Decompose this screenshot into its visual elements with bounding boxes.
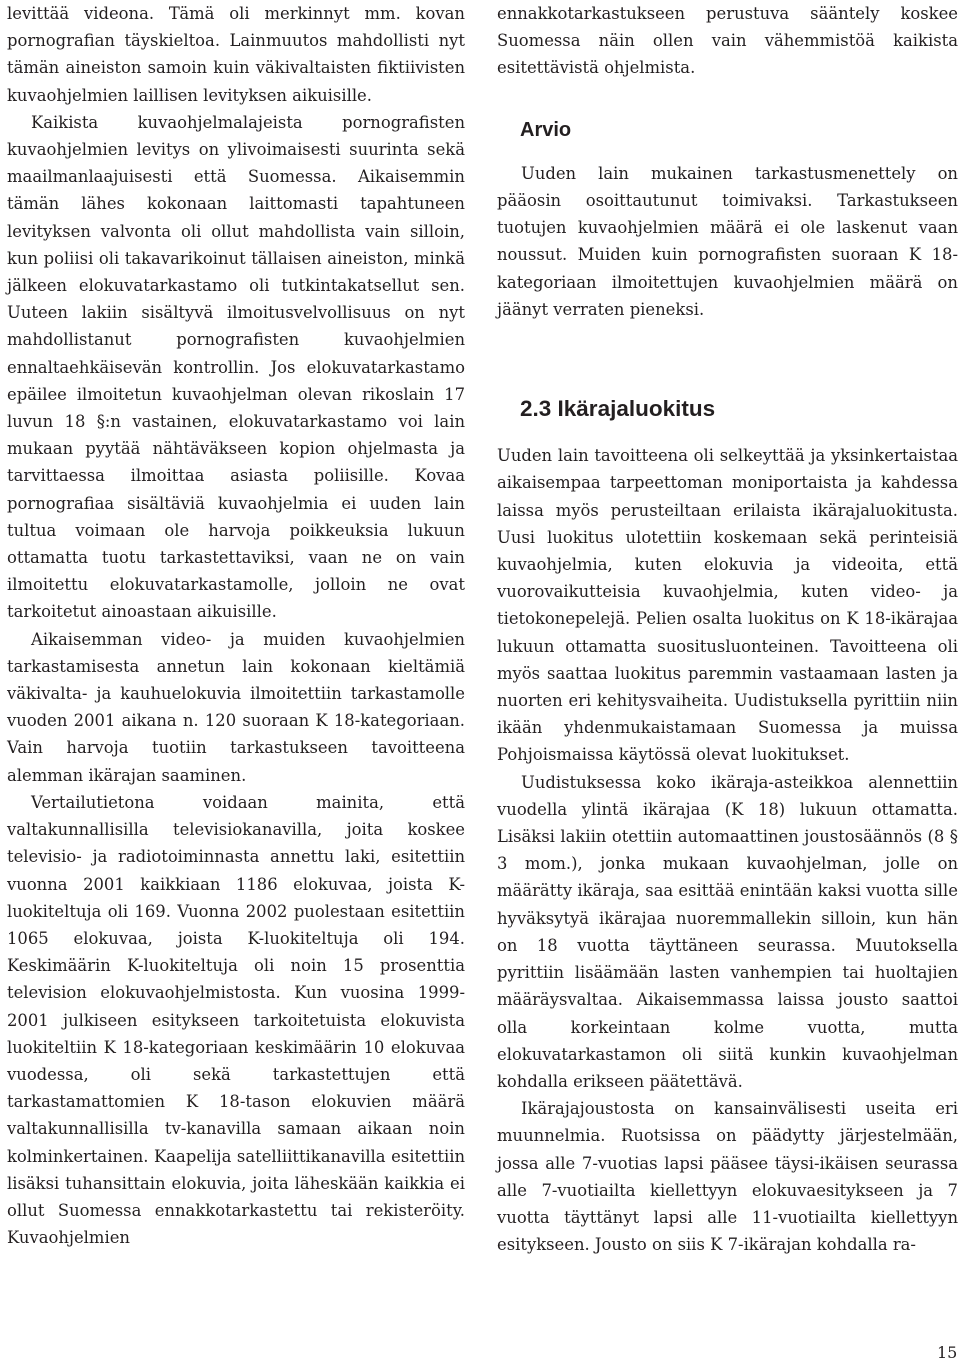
body-paragraph: Kaikista kuvaohjelmalajeista pornografisten kuvaohjelmien levitys on ylivoimaisesti suurinta sekä maailmanlaajuisesti että Suomessa. Aikaisemmin tämän lähes kokonaan laittomasti tapahtuneen levityksen valvonta oli ollut mahdollista vain silloin, kun poliisi oli takavarikoinut tällaisen aineiston, minkä jälkeen elokuvatarkastamo oli tutkintakatsellut sen. Uuteen lakiin sisältyvä ilmoitusvelvollisuus on nyt mahdollistanut pornografisten kuvaohjelmien ennaltaehkäisevän kontrollin. Jos elokuvatarkastamo epäilee ilmoitetun kuvaohjelman olevan rikoslain 17 luvun 18 §:n vastainen, elokuvatarkastamo voi lain mukaan pyytää nähtäväkseen kopion ohjelmasta ja tarvittaessa ilmoittaa asiasta poliisille. Kovaa pornografiaa sisältäviä kuvaohjelmia ei uuden lain tultua voimaan ole harvoja poikkeuksia lukuun ottamatta tuotu tarkastettaviksi, vaan ne on vain ilmoitettu elokuvatarkastamolle, jolloin ne ovat tarkoitetut ainoastaan aikuisille. xyxy=(7,112,465,622)
page-number: 15 xyxy=(937,1343,958,1362)
body-paragraph: Ikärajajoustosta on kansainvälisesti useita eri muunnelmia. Ruotsissa on päädytty järjestelmään, jossa alle 7-vuotias lapsi pääsee täysi-ikäisen seurassa alle 7-vuotiailta kiellettyyn elokuvaesitykseen ja 7 vuotta täyttänyt lapsi alle 11-vuotiailta kiellettyyn esitykseen. Jousto on siis K 7-ikärajan kohdalla ra- xyxy=(497,1099,958,1255)
body-paragraph: Uuden lain mukainen tarkastusmenettely on pääosin osoittautunut toimivaksi. Tarkastukseen tuotujen kuvaohjelmien määrä ei ole laskenut vaan noussut. Muiden kuin pornografisten suoraan K 18-kategoriaan ilmoitettujen kuvaohjelmien määrä on jäänyt verraten pieneksi. xyxy=(497,163,958,319)
section-heading-ikarajaluokitus: 2.3 Ikärajaluokitus xyxy=(520,396,716,422)
body-paragraph: ennakkotarkastukseen perustuva sääntely koskee Suomessa näin ollen vain vähemmistöä kaikista esitettävistä ohjelmista. xyxy=(497,4,958,78)
body-paragraph: Uuden lain tavoitteena oli selkeyttää ja yksinkertaistaa aikaisempaa tarpeettoman moniportaista ja kahdessa laissa myös perusteiltaan erilaista ikärajaluokitusta. Uusi luokitus ulotettiin koskemaan sekä perinteisiä kuvaohjelmia, kuten elokuvia ja videoita, että vuorovaikutteisia kuvaohjelmia, kuten video- ja tietokonepelejä. Pelien osalta luokitus on K 18-ikärajaa lukuun ottamatta suositusluonteinen. Tavoitteena oli myös saattaa luokitus paremmin vastaamaan lasten ja nuorten eri kehitysvaiheita. Uudistuksella pyrittiin niin ikään yhdenmukaistamaan Suomessa ja muissa Pohjoismaissa käytössä olevat luokitukset. xyxy=(497,446,958,765)
body-paragraph: Aikaisemman video- ja muiden kuvaohjelmien tarkastamisesta annetun lain kokonaan kieltämiä väkivalta- ja kauhuelokuvia ilmoitettiin tarkastamolle vuoden 2001 aikana n. 120 suoraan K 18-kategoriaan. Vain harvoja tuotiin tarkastukseen tavoitteena alemman ikärajan saaminen. xyxy=(7,629,465,785)
body-paragraph: Uudistuksessa koko ikäraja-asteikkoa alennettiin vuodella ylintä ikärajaa (K 18) lukuun ottamatta. Lisäksi lakiin otettiin automaattinen joustosäännös (8 § 3 mom.), jonka mukaan kuvaohjelman, jolle on määrätty ikäraja, saa esittää enintään kaksi vuotta sille hyväksytyä ikärajaa nuoremmallekin silloin, kun hän on 18 vuotta täyttäneen seurassa. Muutoksella pyrittiin lisäämään lasten vanhempien tai huoltajien määräysvaltaa. Aikaisemmassa laissa jousto saattoi olla korkeintaan kolme vuotta, mutta elokuvatarkastamon oli siitä kunkin kuvaohjelman kohdalla erikseen päätettävä. xyxy=(497,772,958,1091)
body-paragraph: levittää videona. Tämä oli merkinnyt mm. kovan pornografian täyskieltoa. Lainmuutos mahdollisti nyt tämän aineiston samoin kuin väkivaltaisten fiktiivisten kuvaohjelmien laillisen levityksen aikuisille. xyxy=(7,4,465,105)
left-column xyxy=(7,0,465,1251)
section-heading-arvio: Arvio xyxy=(520,118,572,141)
body-paragraph: Vertailutietona voidaan mainita, että valtakunnallisilla televisiokanavilla, joita koskee televisio- ja radiotoiminnasta annettu laki, esitettiin vuonna 2001 kaikkiaan 1186 elokuvaa, joista K-luokiteltuja oli 169. Vuonna 2002 puolestaan esitettiin 1065 elokuvaa, joista K-luokiteltuja oli 194. Keskimäärin K-luokiteltuja oli noin 15 prosenttia television elokuvaohjelmistosta. Kun vuosina 1999-2001 julkiseen esitykseen tarkoitetuista elokuvista luokiteltiin K 18-kategoriaan keskimäärin 10 elokuvaa vuodessa, oli sekä tarkastettujen että tarkastamattomien K 18-tason elokuvien määrä valtakunnallisilla tv-kanavilla samaan aikaan noin kolminkertainen. Kaapelija satelliittikanavilla esitettiin lisäksi tuhansittain elokuvia, joita läheskään kaikkia ei ollut Suomessa ennakkotarkastettu tai rekisteröity. Kuvaohjelmien xyxy=(7,792,465,1248)
right-column xyxy=(497,0,958,1258)
